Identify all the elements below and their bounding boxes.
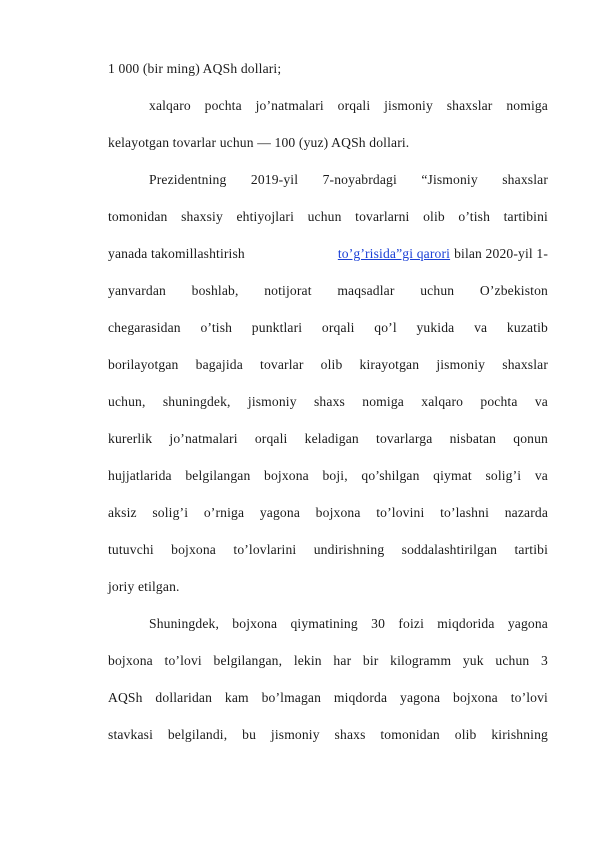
- text-line: bojxona to’lovi belgilangan, lekin har bir kilogramm yuk uchun 3: [108, 653, 548, 668]
- text-line-with-link: [108, 244, 548, 264]
- text-segment: bilan 2020-yil 1-: [454, 246, 548, 261]
- text-line: hujjatlarida belgilangan bojxona boji, qo’shilgan qiymat solig’i va: [108, 468, 548, 483]
- paragraph-first-line: xalqaro pochta jo’natmalari orqali jismoniy shaxslar nomiga: [149, 98, 548, 113]
- text-line: joriy etilgan.: [108, 579, 180, 594]
- paragraph-first-line: Prezidentning 2019-yil 7-noyabrdagi “Jismoniy shaxslar: [149, 172, 548, 187]
- text-line: kelayotgan tovarlar uchun — 100 (yuz) AQSh dollari.: [108, 135, 410, 150]
- text-line: uchun, shuningdek, jismoniy shaxs nomiga xalqaro pochta va: [108, 394, 548, 409]
- text-line: yanvardan boshlab, notijorat maqsadlar uchun O’zbekiston: [108, 283, 548, 298]
- text-line: tutuvchi bojxona to’lovlarini undirishning soddalashtirilgan tartibi: [108, 542, 548, 557]
- text-line: aksiz solig’i o’rniga yagona bojxona to’lovini to’lashni nazarda: [108, 505, 548, 520]
- text-line: tomonidan shaxsiy ehtiyojlari uchun tovarlarni olib o’tish tartibini: [108, 209, 548, 224]
- text-line: borilayotgan bagajida tovarlar olib kirayotgan jismoniy shaxslar: [108, 357, 548, 372]
- text-line: chegarasidan o’tish punktlari orqali qo’l yukida va kuzatib: [108, 320, 548, 335]
- text-line: kurerlik jo’natmalari orqali keladigan tovarlarga nisbatan qonun: [108, 431, 548, 446]
- paragraph-first-line: Shuningdek, bojxona qiymatining 30 foizi miqdorida yagona: [149, 616, 548, 631]
- decree-link[interactable]: to’g’risida”gi qarori: [337, 246, 451, 261]
- text-line: stavkasi belgilandi, bu jismoniy shaxs tomonidan olib kirishning: [108, 727, 548, 742]
- text-line: AQSh dollaridan kam bo’lmagan miqdorda yagona bojxona to’lovi: [108, 690, 548, 705]
- text-line: 1 000 (bir ming) AQSh dollari;: [108, 61, 282, 76]
- text-segment: yanada takomillashtirish: [108, 246, 245, 261]
